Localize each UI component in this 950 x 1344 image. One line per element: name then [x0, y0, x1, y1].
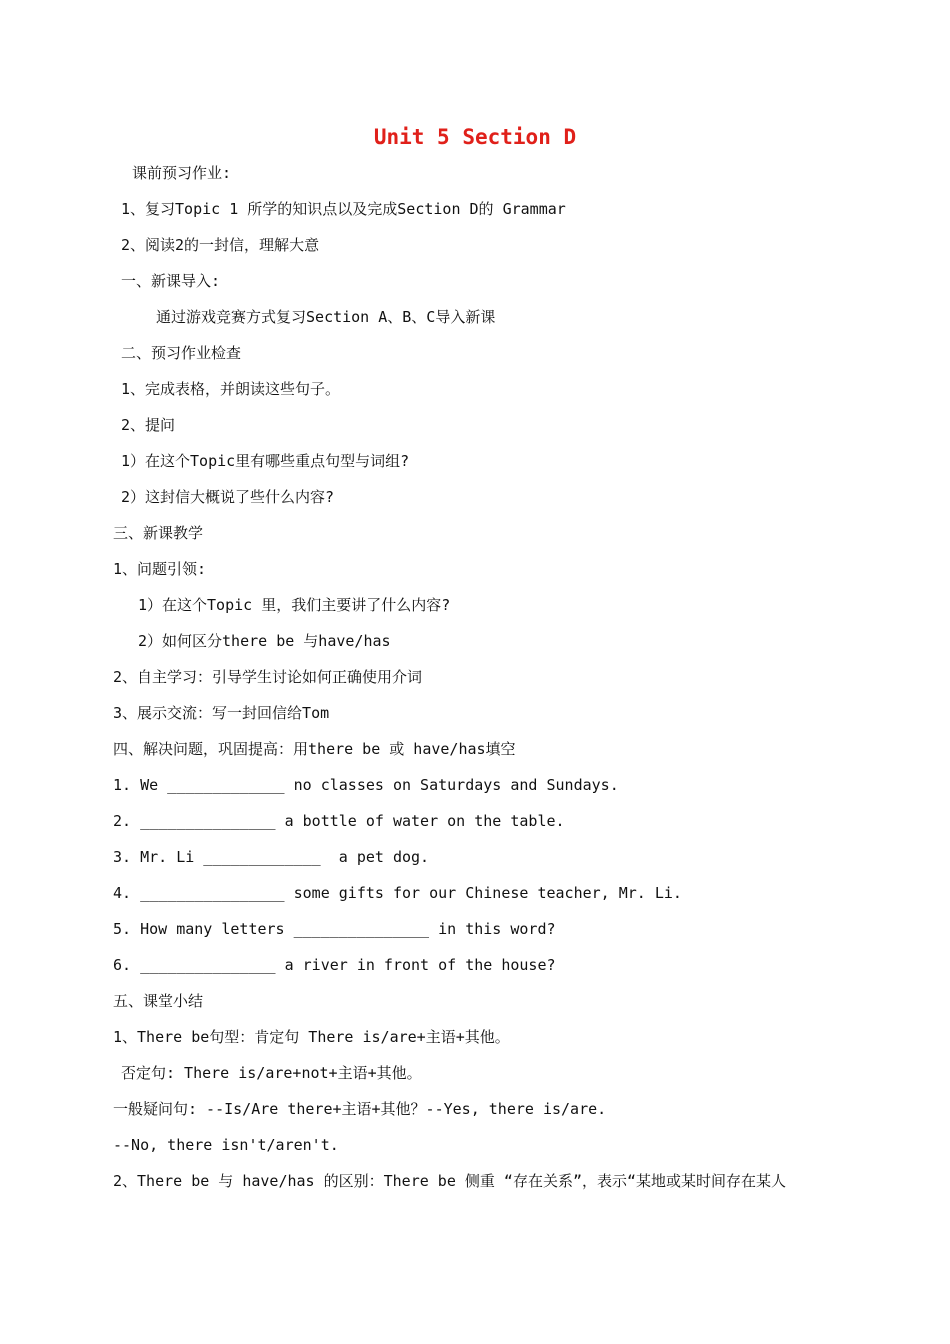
summary-item-1: 1、There be句型：肯定句 There is/are+主语+其他。 [113, 1028, 510, 1046]
summary-item-2: 2、There be 与 have/has 的区别：There be 侧重 “存在关系”，表示“某地或某时间存在某人 [113, 1172, 787, 1190]
teaching-item-2: 2、自主学习：引导学生讨论如何正确使用介词 [113, 668, 423, 686]
prep-item-2: 2、阅读2的一封信，理解大意 [121, 236, 320, 254]
exercise-4: 4. ________________ some gifts for our Chinese teacher, Mr. Li. [113, 884, 682, 902]
prep-homework-heading: 课前预习作业: [132, 164, 232, 182]
question-1: 1）在这个Topic里有哪些重点句型与词组? [121, 452, 410, 470]
teaching-item-3: 3、展示交流：写一封回信给Tom [113, 704, 330, 722]
document-title: Unit 5 Section D [373, 125, 577, 149]
check-item-2: 2、提问 [121, 416, 176, 434]
teaching-sub-2: 2）如何区分there be 与have/has [138, 632, 391, 650]
section-3-heading: 三、新课教学 [113, 524, 204, 542]
section-4-heading: 四、解决问题，巩固提高：用there be 或 have/has填空 [113, 740, 516, 758]
section-5-heading: 五、课堂小结 [113, 992, 204, 1010]
exercise-6: 6. _______________ a river in front of the house? [113, 956, 556, 974]
exercise-2: 2. _______________ a bottle of water on the table. [113, 812, 565, 830]
section-1-heading: 一、新课导入: [121, 272, 221, 290]
prep-item-1: 1、复习Topic 1 所学的知识点以及完成Section D的 Grammar [121, 200, 566, 218]
summary-negative: 否定句: There is/are+not+主语+其他。 [121, 1064, 422, 1082]
question-2: 2）这封信大概说了些什么内容? [121, 488, 335, 506]
teaching-sub-1: 1）在这个Topic 里，我们主要讲了什么内容? [138, 596, 451, 614]
section-2-heading: 二、预习作业检查 [121, 344, 242, 362]
exercise-3: 3. Mr. Li _____________ a pet dog. [113, 848, 430, 866]
exercise-1: 1. We _____________ no classes on Saturdays and Sundays. [113, 776, 619, 794]
teaching-item-1: 1、问题引领: [113, 560, 207, 578]
exercise-5: 5. How many letters _______________ in this word? [113, 920, 556, 938]
summary-answer: --No, there isn't/aren't. [113, 1136, 339, 1154]
section-1-text: 通过游戏竞赛方式复习Section A、B、C导入新课 [156, 308, 496, 326]
check-item-1: 1、完成表格，并朗读这些句子。 [121, 380, 341, 398]
summary-question: 一般疑问句: --Is/Are there+主语+其他？--Yes, there is/are. [113, 1100, 607, 1118]
